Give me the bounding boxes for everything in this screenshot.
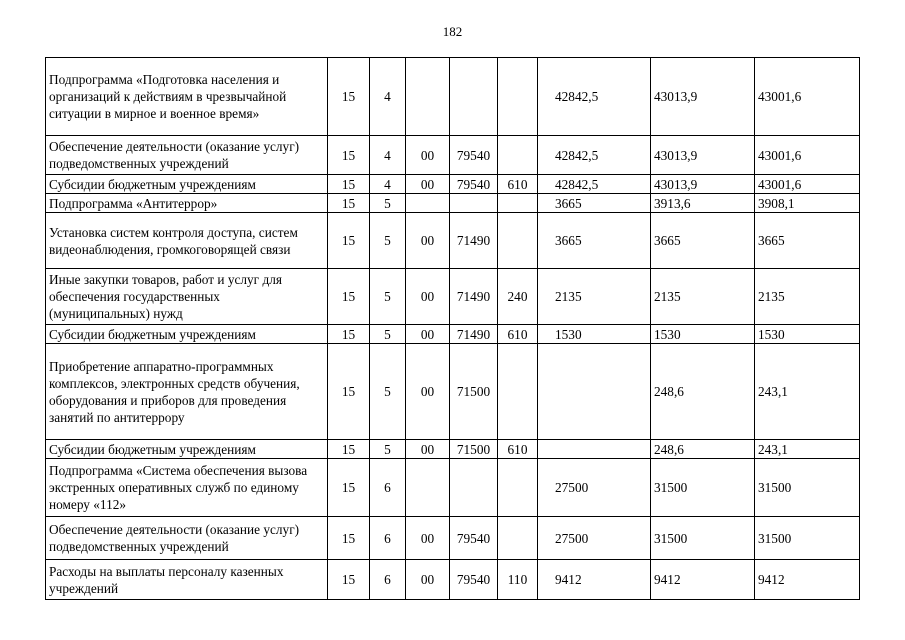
expense-type-code xyxy=(498,58,538,136)
amount-year-2: 1530 xyxy=(651,325,755,344)
amount-year-1: 42842,5 xyxy=(538,58,651,136)
amount-year-1: 2135 xyxy=(538,269,651,325)
section-code: 15 xyxy=(328,440,370,459)
amount-year-3: 43001,6 xyxy=(755,58,860,136)
program-code: 00 xyxy=(406,517,450,560)
amount-year-2: 43013,9 xyxy=(651,175,755,194)
direction-code: 79540 xyxy=(450,175,498,194)
subsection-code: 4 xyxy=(370,136,406,175)
amount-year-2: 43013,9 xyxy=(651,58,755,136)
section-code: 15 xyxy=(328,459,370,517)
amount-year-3: 243,1 xyxy=(755,344,860,440)
page-number: 182 xyxy=(442,24,463,39)
direction-code: 71490 xyxy=(450,269,498,325)
table-row xyxy=(46,560,860,600)
direction-code xyxy=(450,459,498,517)
expense-type-code: 610 xyxy=(498,440,538,459)
amount-year-3: 9412 xyxy=(755,560,860,600)
expense-type-code xyxy=(498,213,538,269)
amount-year-2: 31500 xyxy=(651,459,755,517)
amount-year-3: 43001,6 xyxy=(755,175,860,194)
subsection-code: 6 xyxy=(370,459,406,517)
amount-year-1: 27500 xyxy=(538,517,651,560)
direction-code: 71490 xyxy=(450,325,498,344)
program-code: 00 xyxy=(406,344,450,440)
subsection-code: 6 xyxy=(370,560,406,600)
direction-code: 71500 xyxy=(450,440,498,459)
row-name: Обеспечение деятельности (оказание услуг) подведомственных учреждений xyxy=(46,136,328,175)
subsection-code: 5 xyxy=(370,325,406,344)
amount-year-3: 43001,6 xyxy=(755,136,860,175)
section-code: 15 xyxy=(328,325,370,344)
expense-type-code xyxy=(498,344,538,440)
table-row xyxy=(46,325,860,344)
amount-year-1 xyxy=(538,344,651,440)
amount-year-1: 3665 xyxy=(538,213,651,269)
row-name: Субсидии бюджетным учреждениям xyxy=(46,440,328,459)
amount-year-1 xyxy=(538,440,651,459)
subsection-code: 4 xyxy=(370,175,406,194)
expense-type-code xyxy=(498,517,538,560)
table-row xyxy=(46,136,860,175)
expense-type-code: 610 xyxy=(498,325,538,344)
table-row xyxy=(46,517,860,560)
direction-code: 71500 xyxy=(450,344,498,440)
amount-year-2: 9412 xyxy=(651,560,755,600)
program-code: 00 xyxy=(406,560,450,600)
amount-year-1: 42842,5 xyxy=(538,136,651,175)
subsection-code: 5 xyxy=(370,213,406,269)
amount-year-3: 31500 xyxy=(755,517,860,560)
program-code: 00 xyxy=(406,213,450,269)
amount-year-3: 3665 xyxy=(755,213,860,269)
row-name: Подпрограмма «Подготовка населения и организаций к действиям в чрезвычайной ситуации в мирное и военное время» xyxy=(46,58,328,136)
expense-type-code: 610 xyxy=(498,175,538,194)
table-row xyxy=(46,175,860,194)
subsection-code: 5 xyxy=(370,344,406,440)
row-name: Субсидии бюджетным учреждениям xyxy=(46,325,328,344)
direction-code: 79540 xyxy=(450,517,498,560)
expense-type-code: 240 xyxy=(498,269,538,325)
amount-year-2: 43013,9 xyxy=(651,136,755,175)
row-name: Обеспечение деятельности (оказание услуг) подведомственных учреждений xyxy=(46,517,328,560)
amount-year-2: 3913,6 xyxy=(651,194,755,213)
row-name: Установка систем контроля доступа, систем видеонаблюдения, громкоговорящей связи xyxy=(46,213,328,269)
section-code: 15 xyxy=(328,136,370,175)
table-row xyxy=(46,440,860,459)
amount-year-3: 3908,1 xyxy=(755,194,860,213)
table-row xyxy=(46,459,860,517)
subsection-code: 5 xyxy=(370,194,406,213)
program-code: 00 xyxy=(406,325,450,344)
program-code: 00 xyxy=(406,175,450,194)
section-code: 15 xyxy=(328,194,370,213)
section-code: 15 xyxy=(328,269,370,325)
program-code: 00 xyxy=(406,269,450,325)
expense-type-code: 110 xyxy=(498,560,538,600)
expense-type-code xyxy=(498,194,538,213)
table-row xyxy=(46,58,860,136)
section-code: 15 xyxy=(328,517,370,560)
amount-year-2: 3665 xyxy=(651,213,755,269)
section-code: 15 xyxy=(328,560,370,600)
amount-year-1: 42842,5 xyxy=(538,175,651,194)
subsection-code: 5 xyxy=(370,269,406,325)
section-code: 15 xyxy=(328,175,370,194)
section-code: 15 xyxy=(328,58,370,136)
subsection-code: 5 xyxy=(370,440,406,459)
direction-code xyxy=(450,58,498,136)
amount-year-2: 248,6 xyxy=(651,440,755,459)
amount-year-2: 2135 xyxy=(651,269,755,325)
section-code: 15 xyxy=(328,344,370,440)
program-code: 00 xyxy=(406,136,450,175)
subsection-code: 6 xyxy=(370,517,406,560)
program-code xyxy=(406,58,450,136)
row-name: Иные закупки товаров, работ и услуг для обеспечения государственных (муниципальных) нужд xyxy=(46,269,328,325)
expense-type-code xyxy=(498,136,538,175)
amount-year-1: 1530 xyxy=(538,325,651,344)
direction-code xyxy=(450,194,498,213)
program-code xyxy=(406,194,450,213)
row-name: Подпрограмма «Система обеспечения вызова экстренных оперативных служб по единому номеру «112» xyxy=(46,459,328,517)
direction-code: 71490 xyxy=(450,213,498,269)
row-name: Приобретение аппаратно-программных комплексов, электронных средств обучения, оборудования и приборов для проведения занятий по антитеррору xyxy=(46,344,328,440)
table-row xyxy=(46,213,860,269)
amount-year-1: 27500 xyxy=(538,459,651,517)
amount-year-3: 2135 xyxy=(755,269,860,325)
direction-code: 79540 xyxy=(450,560,498,600)
table-row xyxy=(46,269,860,325)
program-code xyxy=(406,459,450,517)
amount-year-3: 31500 xyxy=(755,459,860,517)
program-code: 00 xyxy=(406,440,450,459)
row-name: Субсидии бюджетным учреждениям xyxy=(46,175,328,194)
amount-year-1: 3665 xyxy=(538,194,651,213)
amount-year-3: 243,1 xyxy=(755,440,860,459)
subsection-code: 4 xyxy=(370,58,406,136)
direction-code: 79540 xyxy=(450,136,498,175)
amount-year-1: 9412 xyxy=(538,560,651,600)
table-row xyxy=(46,194,860,213)
section-code: 15 xyxy=(328,213,370,269)
row-name: Подпрограмма «Антитеррор» xyxy=(46,194,328,213)
row-name: Расходы на выплаты персоналу казенных учреждений xyxy=(46,560,328,600)
table-row xyxy=(46,344,860,440)
amount-year-2: 31500 xyxy=(651,517,755,560)
amount-year-3: 1530 xyxy=(755,325,860,344)
amount-year-2: 248,6 xyxy=(651,344,755,440)
expense-type-code xyxy=(498,459,538,517)
budget-table xyxy=(45,57,860,600)
